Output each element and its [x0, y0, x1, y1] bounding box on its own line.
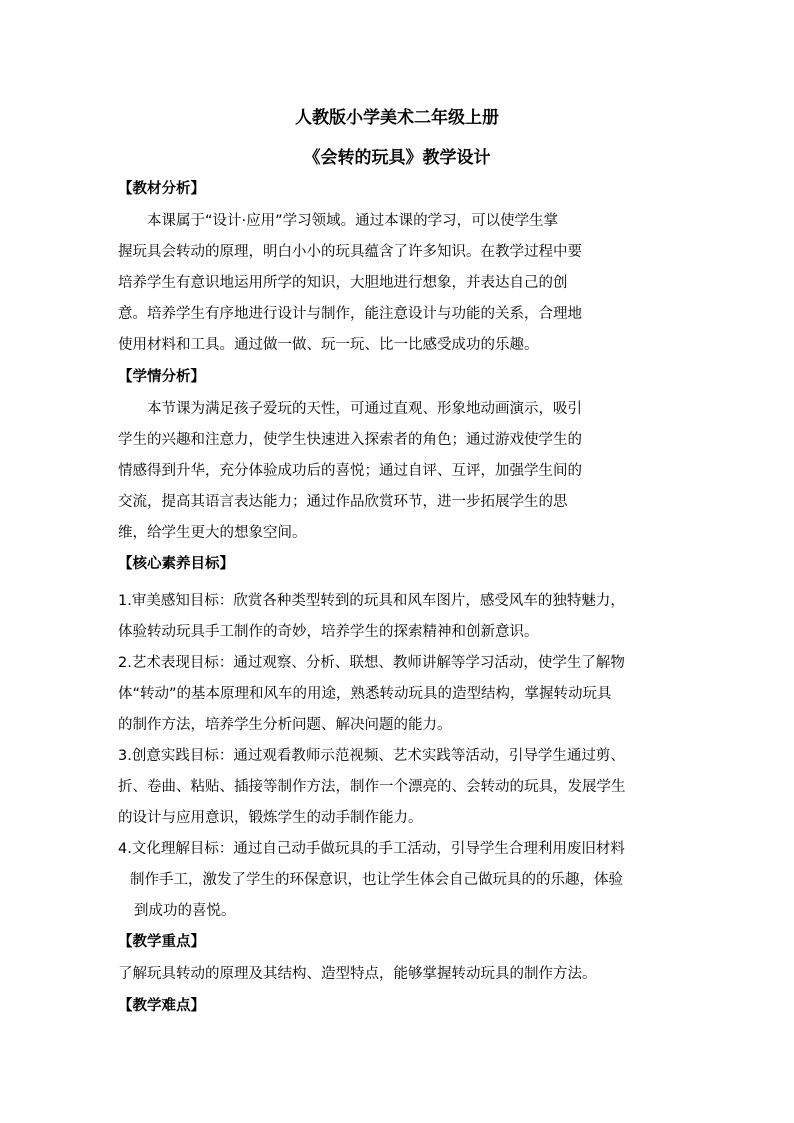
paragraph-line: 2.艺术表现目标：通过观察、分析、联想、教师讲解等学习活动，使学生了解物: [118, 655, 625, 671]
paragraph-line: 交流，提高其语言表达能力；通过作品欣赏环节，进一步拓展学生的思: [118, 494, 568, 510]
paragraph-line: 制作手工，激发了学生的环保意识，也让学生体会自己做玩具的的乐趣，体验: [130, 872, 623, 888]
document-title-grade: 人教版小学美术二年级上册: [295, 108, 499, 128]
paragraph-line: 本课属于“设计·应用”学习领域。通过本课的学习，可以使学生掌: [147, 213, 559, 229]
paragraph-line: 意。培养学生有序地进行设计与制作，能注意设计与功能的关系，合理地: [118, 306, 582, 322]
paragraph-line: 维，给学生更大的想象空间。: [118, 525, 307, 541]
paragraph-line: 使用材料和工具。通过做一做、玩一玩、比一比感受成功的乐趣。: [118, 337, 539, 353]
paragraph-line: 1.审美感知目标：欣赏各种类型转到的玩具和风车图片，感受风车的独特魅力，: [118, 593, 625, 609]
paragraph-line: 4.文化理解目标：通过自己动手做玩具的手工活动，引导学生合理利用废旧材料: [118, 841, 625, 857]
document-title-lesson: 《会转的玩具》教学设计: [303, 148, 491, 168]
paragraph-line: 折、卷曲、粘贴、插接等制作方法，制作一个漂亮的、会转动的玩具，发展学生: [118, 779, 626, 795]
paragraph-line: 学生的兴趣和注意力，使学生快速进入探索者的角色；通过游戏使学生的: [118, 432, 582, 448]
section-heading-core-literacy-goals: 【核心素养目标】: [118, 556, 234, 572]
paragraph-line: 体“转动”的基本原理和风车的用途，熟悉转动玩具的造型结构，掌握转动玩具: [118, 686, 612, 702]
paragraph-line: 了解玩具转动的原理及其结构、造型特点，能够掌握转动玩具的制作方法。: [118, 966, 597, 982]
section-heading-teaching-difficulties: 【教学难点】: [118, 998, 205, 1014]
paragraph-line: 体验转动玩具手工制作的奇妙，培养学生的探索精神和创新意识。: [118, 624, 539, 640]
paragraph-line: 3.创意实践目标：通过观看教师示范视频、艺术实践等活动，引导学生通过剪、: [118, 748, 625, 764]
paragraph-line: 到成功的喜悦。: [134, 903, 236, 919]
paragraph-line: 情感得到升华，充分体验成功后的喜悦；通过自评、互评，加强学生间的: [118, 463, 582, 479]
paragraph-line: 的设计与应用意识，锻炼学生的动手制作能力。: [118, 810, 423, 826]
paragraph-line: 的制作方法，培养学生分析问题、解决问题的能力。: [118, 717, 452, 733]
paragraph-line: 培养学生有意识地运用所学的知识，大胆地进行想象，并表达自己的创: [118, 275, 568, 291]
section-heading-teaching-key-points: 【教学重点】: [118, 934, 205, 950]
paragraph-line: 本节课为满足孩子爱玩的天性，可通过直观、形象地动画演示，吸引: [147, 401, 582, 417]
paragraph-line: 握玩具会转动的原理，明白小小的玩具蕴含了许多知识。在教学过程中要: [118, 244, 582, 260]
section-heading-student-analysis: 【学情分析】: [118, 369, 205, 385]
section-heading-textbook-analysis: 【教材分析】: [118, 181, 205, 197]
